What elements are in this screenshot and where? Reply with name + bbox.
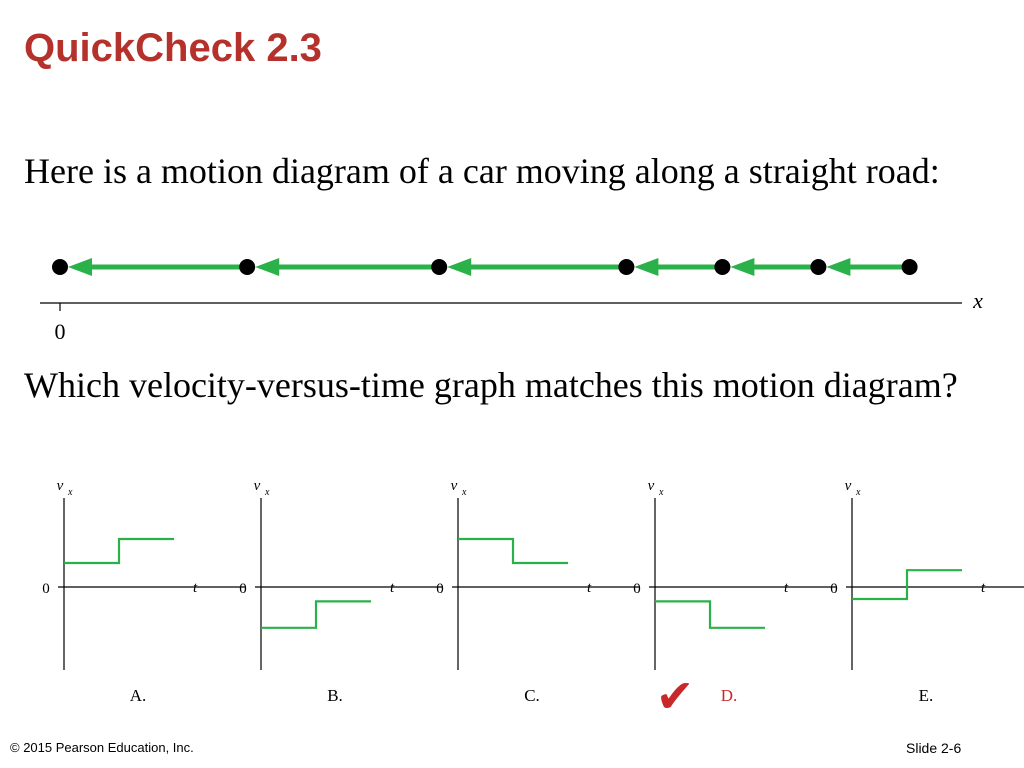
graph-option-a: [42, 478, 245, 705]
velocity-arrowhead: [447, 258, 471, 276]
velocity-axis-label: v: [844, 478, 852, 494]
velocity-axis-label: v: [56, 478, 64, 494]
car-position-dot: [239, 259, 255, 275]
velocity-step-line: [655, 601, 765, 627]
velocity-arrowhead: [68, 258, 92, 276]
velocity-axis-subscript: x: [68, 487, 73, 498]
slide-number: Slide 2-6: [906, 740, 962, 756]
velocity-step-line: [852, 570, 962, 599]
velocity-arrowhead: [730, 258, 754, 276]
slide-title: QuickCheck 2.3: [24, 26, 322, 70]
zero-label: 0: [239, 581, 247, 597]
time-axis-label: t: [193, 580, 198, 596]
velocity-graphs: [42, 478, 1024, 723]
option-label: D.: [720, 686, 738, 705]
velocity-arrowhead: [634, 258, 658, 276]
option-label: C.: [524, 686, 540, 705]
correct-checkmark-icon: ✔: [655, 669, 695, 723]
velocity-axis-subscript: x: [462, 487, 467, 498]
option-label: B.: [327, 686, 343, 705]
zero-label: 0: [42, 581, 50, 597]
question-intro: Here is a motion diagram of a car moving along a straight road:: [24, 151, 940, 191]
car-position-dot: [618, 259, 634, 275]
velocity-axis-label: v: [647, 478, 655, 494]
velocity-step-line: [261, 601, 371, 627]
graph-option-e: [830, 478, 1024, 705]
velocity-axis-subscript: x: [856, 487, 861, 498]
time-axis-label: t: [390, 580, 395, 596]
motion-diagram: [40, 258, 983, 344]
time-axis-label: t: [981, 580, 986, 596]
graph-option-d: [633, 478, 836, 723]
origin-label: 0: [54, 319, 66, 344]
car-position-dot: [714, 259, 730, 275]
car-position-dot: [52, 259, 68, 275]
x-axis-label: x: [973, 288, 983, 313]
zero-label: 0: [633, 581, 641, 597]
option-label: E.: [918, 686, 934, 705]
question-text: Which velocity-versus-time graph matches this motion diagram?: [24, 365, 958, 405]
car-position-dot: [810, 259, 826, 275]
velocity-axis-label: v: [253, 478, 261, 494]
velocity-step-line: [458, 539, 568, 563]
velocity-arrowhead: [826, 258, 850, 276]
zero-label: 0: [830, 581, 838, 597]
graph-option-c: [436, 478, 639, 705]
car-position-dot: [902, 259, 918, 275]
zero-label: 0: [436, 581, 444, 597]
graph-option-b: [239, 478, 442, 705]
velocity-axis-label: v: [450, 478, 458, 494]
time-axis-label: t: [587, 580, 592, 596]
velocity-arrowhead: [255, 258, 279, 276]
copyright-footer: © 2015 Pearson Education, Inc.: [10, 740, 194, 755]
velocity-step-line: [64, 539, 174, 563]
velocity-axis-subscript: x: [265, 487, 270, 498]
option-label: A.: [129, 686, 147, 705]
car-position-dot: [431, 259, 447, 275]
velocity-axis-subscript: x: [659, 487, 664, 498]
time-axis-label: t: [784, 580, 789, 596]
